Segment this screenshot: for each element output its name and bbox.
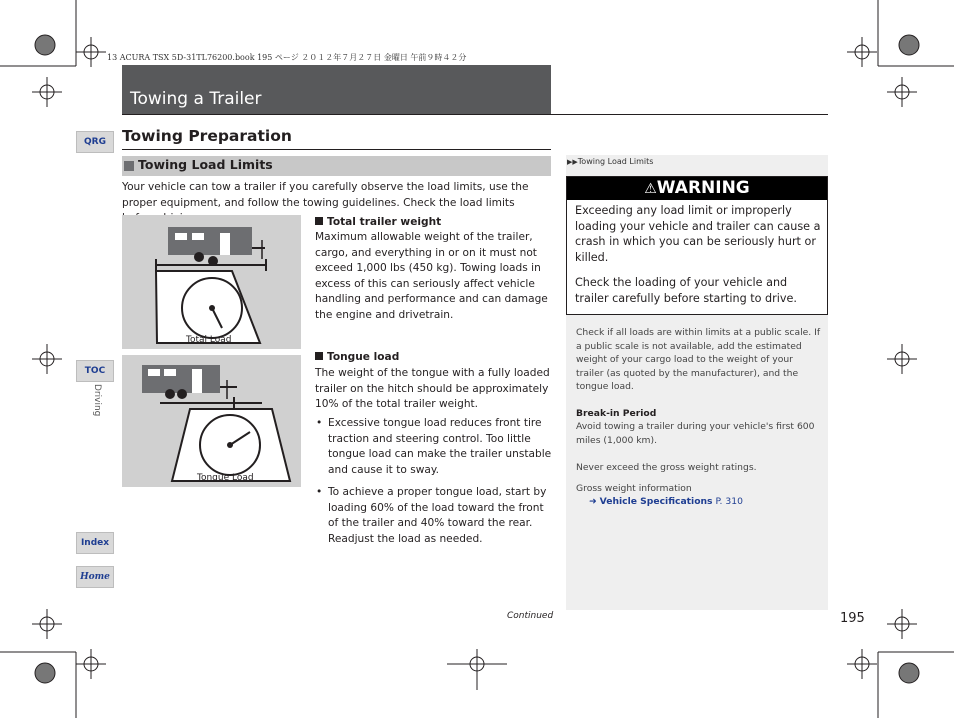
subsection-title: Towing Load Limits <box>138 157 273 172</box>
chapter-title: Towing a Trailer <box>130 89 262 109</box>
section-title: Towing Preparation <box>122 127 292 145</box>
continued-label: Continued <box>507 611 554 621</box>
print-header: 13 ACURA TSX 5D-31TL76200.book 195 ページ ２０１２年７月２７日 金曜日 午前９時４２分 <box>107 53 467 62</box>
reference-arrow-icon: ▶▶ <box>567 158 578 166</box>
intro-text: Your vehicle can tow a trailer if you carefully observe the load limits, use the proper equipment, and follow the towing guidelines. Check the load limits <box>122 181 529 209</box>
warning-heading <box>567 177 827 200</box>
tongue-load-heading-text: Tongue load <box>327 351 400 363</box>
home-button[interactable]: Home <box>76 566 114 588</box>
sidebar-ref <box>567 157 653 166</box>
subsection-marker <box>124 161 134 171</box>
warning-triangle-icon: ⚠ <box>644 181 657 197</box>
total-load-illustration <box>122 215 301 349</box>
bullet-dot: • <box>316 417 323 429</box>
breakin-text: Avoid towing a trailer during your vehicle's first 600 miles (1,000 km). <box>576 421 815 446</box>
warning-heading-text: WARNING <box>656 178 750 198</box>
bullet-dot: • <box>316 486 323 498</box>
breakin-heading: Break-in Period <box>576 408 657 419</box>
title-rule <box>122 114 828 115</box>
square-bullet-icon <box>315 217 323 225</box>
toc-button[interactable]: TOC <box>76 360 114 382</box>
spec-link[interactable] <box>589 495 743 509</box>
total-load-figure <box>122 215 301 349</box>
link-arrow-icon: ➜ <box>589 496 597 507</box>
tongue-load-heading <box>315 350 399 366</box>
page-number: 195 <box>840 611 865 626</box>
square-bullet-icon <box>315 352 323 360</box>
tongue-load-text: The weight of the tongue with a fully loaded trailer on the hitch should be approximately 10% of the total trailer weight. <box>315 367 550 410</box>
sidebar-ref-label: Towing Load Limits <box>577 157 654 166</box>
sidebar-note-1: Check if all loads are within limits at a public scale. If a public scale is not available, add the estimated weight of your cargo load to the weight of your trailer (as quoted by the manufacturer), and the tongue load. <box>576 327 821 392</box>
total-load-caption: Total Load <box>186 335 232 345</box>
tongue-bullet-2: To achieve a proper tongue load, start by loading 60% of the load toward the front of the trailer and 40% toward the rear. Readjust the load as needed. <box>328 486 547 545</box>
total-weight-text: Maximum allowable weight of the trailer, cargo, and everything in or on it must not exceed 1,000 lbs (450 kg). Towing loads in excess of this can seriously affect vehicle handling and performance and can damage the engine and drivetrain. <box>315 231 548 321</box>
tongue-load-caption: Tongue Load <box>197 473 254 483</box>
total-weight-heading-text: Total trailer weight <box>327 216 442 228</box>
warning-text-1: Exceeding any load limit or improperly loading your vehicle and trailer can cause a crash in which you can be seriously hurt or killed. <box>575 204 821 264</box>
gross-weight-label: Gross weight information <box>576 483 692 494</box>
section-rule <box>122 149 551 150</box>
tongue-load-figure <box>122 355 301 487</box>
tongue-bullet-1: Excessive tongue load reduces front tire traction and steering control. Too little tongue load can make the trailer unstable and cause it to sway. <box>328 417 552 476</box>
section-tab-label: Driving <box>92 384 102 417</box>
warning-text-2: Check the loading of your vehicle and trailer carefully before starting to drive. <box>575 276 797 305</box>
spec-link-label[interactable]: Vehicle Specifications <box>599 496 713 507</box>
total-weight-heading <box>315 215 441 231</box>
sidebar-note-2: Never exceed the gross weight ratings. <box>576 462 757 473</box>
tongue-load-illustration <box>122 355 301 487</box>
spec-link-page[interactable]: P. 310 <box>715 496 743 507</box>
qrg-button[interactable]: QRG <box>76 131 114 153</box>
index-button[interactable]: Index <box>76 532 114 554</box>
